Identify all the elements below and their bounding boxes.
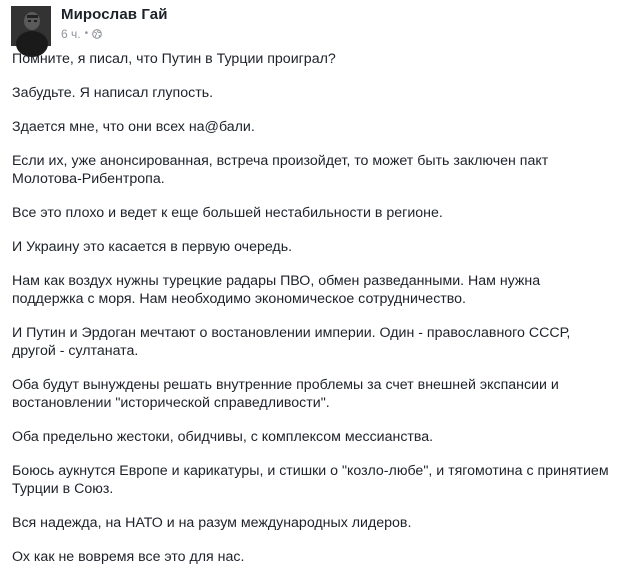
post-paragraph: И Путин и Эрдоган мечтают о востановлении империи. Один - православного СССР, другой - султаната. — [12, 325, 571, 359]
post-paragraph: Ох как не вовремя все это для нас. — [12, 549, 245, 565]
post-text — [12, 50, 612, 582]
post-paragraph: Если их, уже анонсированная, встреча произойдет, то может быть заключен пакт Молотова-Рибентропа. — [12, 153, 549, 187]
post-paragraph: Оба будут вынуждены решать внутренние проблемы за счет внешней экспансии и востановлении "исторической справедливости". — [12, 377, 559, 411]
separator-dot: • — [84, 28, 89, 39]
post-paragraph: Нам как воздух нужны турецкие радары ПВО, обмен разведанными. Нам нужна поддержка с моря. Нам необходимо экономическое сотрудничество. — [12, 273, 541, 307]
post-timestamp[interactable]: 6 ч. — [61, 27, 81, 41]
post-paragraph: Боюсь аукнутся Европе и карикатуры, и стишки о "козло-любе", и тягомотина с принятием Турции в Союз. — [12, 463, 609, 497]
post-paragraph: Здается мне, что они всех на@бали. — [12, 119, 255, 135]
post-subline — [61, 27, 168, 41]
post-paragraph: И Украину это касается в первую очередь. — [12, 239, 293, 255]
post-meta — [61, 6, 168, 41]
avatar[interactable] — [11, 6, 51, 46]
profile-photo-icon — [11, 6, 51, 46]
post-header — [11, 6, 168, 46]
post-paragraph: Забудьте. Я написал глупость. — [12, 85, 214, 101]
post-paragraph: Помните, я писал, что Путин в Турции проиграл? — [12, 51, 336, 67]
post-paragraph: Оба предельно жестоки, обидчивы, с комплексом мессианства. — [12, 429, 434, 445]
globe-icon[interactable] — [92, 29, 102, 39]
post-paragraph: Все это плохо и ведет к еще большей нестабильности в регионе. — [12, 205, 443, 221]
author-name[interactable]: Мирослав Гай — [61, 6, 168, 23]
post-paragraph: Вся надежда, на НАТО и на разум международных лидеров. — [12, 515, 412, 531]
